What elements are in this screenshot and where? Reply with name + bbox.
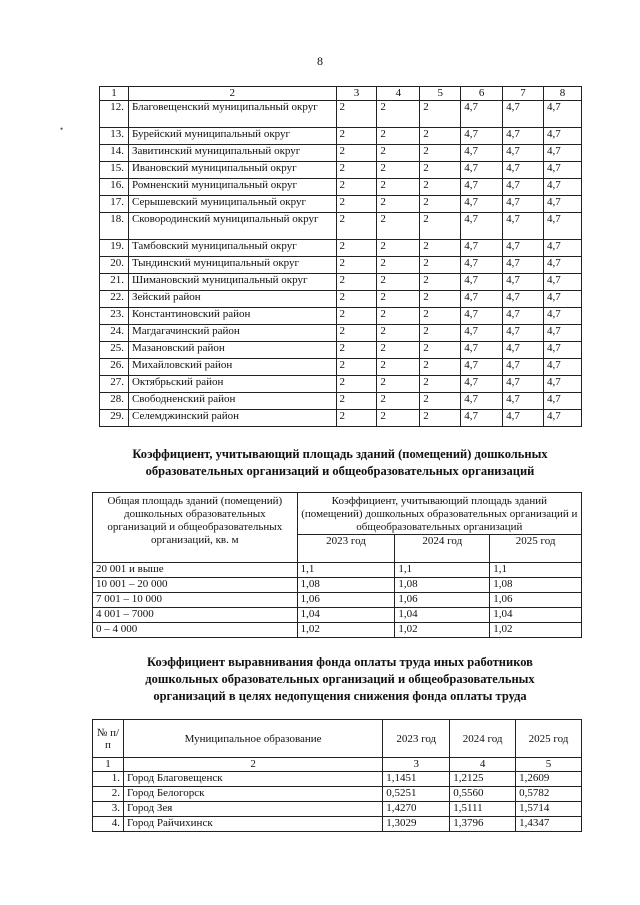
row-number: 4. [93, 817, 124, 832]
value-cell: 2 [336, 240, 377, 257]
value-cell: 4,7 [461, 213, 503, 240]
row-number: 21. [100, 274, 129, 291]
row-number: 12. [100, 101, 129, 128]
value-cell: 4,7 [503, 342, 544, 359]
year-header: 2023 год [383, 720, 450, 758]
column-number-cell: 5 [420, 87, 461, 101]
value-cell: 2 [420, 308, 461, 325]
row-number: 13. [100, 128, 129, 145]
year-header: 2024 год [395, 535, 490, 563]
value-cell: 2 [336, 291, 377, 308]
table-row [100, 179, 582, 196]
district-name: Октябрьский район [128, 376, 336, 393]
column-number-cell: 6 [461, 87, 503, 101]
coefficient-value: 1,2609 [516, 772, 582, 787]
table-row [100, 145, 582, 162]
value-cell: 4,7 [461, 325, 503, 342]
value-cell: 2 [377, 101, 420, 128]
value-cell: 2 [420, 325, 461, 342]
coefficient-value: 1,5111 [450, 802, 516, 817]
district-name: Зейский район [128, 291, 336, 308]
index-cell: 3 [383, 758, 450, 772]
table-row [100, 196, 582, 213]
value-cell: 2 [377, 213, 420, 240]
value-cell: 4,7 [461, 410, 503, 427]
value-cell: 4,7 [544, 342, 582, 359]
table-row [93, 787, 582, 802]
value-cell: 2 [377, 376, 420, 393]
coefficient-value: 1,4347 [516, 817, 582, 832]
table-row [93, 802, 582, 817]
district-name: Серышевский муниципальный округ [128, 196, 336, 213]
municipality-name: Город Райчихинск [123, 817, 382, 832]
value-cell: 4,7 [461, 179, 503, 196]
value-cell: 4,7 [544, 393, 582, 410]
table-row [93, 563, 582, 578]
row-number: 18. [100, 213, 129, 240]
value-cell: 4,7 [461, 101, 503, 128]
table-row [93, 608, 582, 623]
value-cell: 2 [336, 410, 377, 427]
value-cell: 2 [420, 162, 461, 179]
value-cell: 4,7 [544, 291, 582, 308]
column-number-cell: 1 [100, 87, 129, 101]
value-cell: 2 [336, 196, 377, 213]
section2-title-line1: Коэффициент, учитывающий площадь зданий (помещений) дошкольных [132, 447, 548, 461]
district-name: Ромненский муниципальный округ [128, 179, 336, 196]
table-row [100, 257, 582, 274]
value-cell: 2 [420, 179, 461, 196]
value-cell: 2 [420, 393, 461, 410]
value-cell: 2 [377, 145, 420, 162]
coefficient-value: 1,2125 [450, 772, 516, 787]
table-row [100, 101, 582, 128]
district-name: Ивановский муниципальный округ [128, 162, 336, 179]
value-cell: 2 [420, 240, 461, 257]
column-number-cell: 3 [336, 87, 377, 101]
table-row [93, 772, 582, 787]
year-header: 2023 год [297, 535, 395, 563]
coefficient-value: 1,1 [395, 563, 490, 578]
table-row [100, 291, 582, 308]
district-name: Свободненский район [128, 393, 336, 410]
value-cell: 4,7 [544, 162, 582, 179]
payroll-coefficient-table [92, 719, 582, 832]
index-cell: 4 [450, 758, 516, 772]
year-header: 2025 год [516, 720, 582, 758]
row-number: 24. [100, 325, 129, 342]
coefficient-value: 1,04 [490, 608, 582, 623]
area-range: 0 – 4 000 [93, 623, 298, 638]
table-row [100, 162, 582, 179]
value-cell: 4,7 [503, 359, 544, 376]
value-cell: 2 [377, 308, 420, 325]
value-cell: 4,7 [503, 240, 544, 257]
column-number-cell: 8 [544, 87, 582, 101]
value-cell: 4,7 [544, 240, 582, 257]
district-name: Сковородинский муниципальный округ [128, 213, 336, 240]
value-cell: 4,7 [503, 213, 544, 240]
table-row [93, 623, 582, 638]
value-cell: 4,7 [461, 162, 503, 179]
coefficient-value: 1,1 [490, 563, 582, 578]
value-cell: 2 [336, 376, 377, 393]
value-cell: 2 [336, 342, 377, 359]
value-cell: 4,7 [544, 145, 582, 162]
coefficient-value: 1,1 [297, 563, 395, 578]
coefficient-value: 0,5560 [450, 787, 516, 802]
coefficient-group-header: Коэффициент, учитывающий площадь зданий (помещений) дошкольных образовательных организаций и общеобразовательных организаций [297, 493, 581, 535]
row-number: 14. [100, 145, 129, 162]
value-cell: 4,7 [461, 274, 503, 291]
district-name: Магдагачинский район [128, 325, 336, 342]
value-cell: 4,7 [503, 128, 544, 145]
row-number: 15. [100, 162, 129, 179]
coefficient-value: 1,3796 [450, 817, 516, 832]
row-number: 16. [100, 179, 129, 196]
section3-title-line3: организаций в целях недопущения снижения фонда оплаты труда [153, 689, 527, 703]
districts-table [99, 86, 582, 427]
value-cell: 2 [420, 145, 461, 162]
value-cell: 2 [336, 213, 377, 240]
value-cell: 2 [336, 101, 377, 128]
municipality-name: Город Белогорск [123, 787, 382, 802]
value-cell: 2 [420, 359, 461, 376]
index-cell: 5 [516, 758, 582, 772]
value-cell: 4,7 [544, 257, 582, 274]
value-cell: 2 [377, 257, 420, 274]
row-number: 2. [93, 787, 124, 802]
value-cell: 2 [336, 308, 377, 325]
row-number: 22. [100, 291, 129, 308]
value-cell: 4,7 [544, 376, 582, 393]
index-cell: 2 [123, 758, 382, 772]
section3-title [90, 654, 590, 705]
row-number: 29. [100, 410, 129, 427]
row-number: 27. [100, 376, 129, 393]
value-cell: 4,7 [461, 291, 503, 308]
row-number: 19. [100, 240, 129, 257]
section2-title-line2: образовательных организаций и общеобразовательных организаций [145, 464, 535, 478]
value-cell: 4,7 [461, 196, 503, 213]
coefficient-value: 1,4270 [383, 802, 450, 817]
value-cell: 2 [420, 274, 461, 291]
value-cell: 4,7 [461, 393, 503, 410]
value-cell: 4,7 [503, 274, 544, 291]
value-cell: 2 [420, 376, 461, 393]
value-cell: 4,7 [503, 325, 544, 342]
value-cell: 2 [377, 359, 420, 376]
value-cell: 2 [377, 410, 420, 427]
value-cell: 4,7 [544, 325, 582, 342]
district-name: Мазановский район [128, 342, 336, 359]
district-name: Селемджинский район [128, 410, 336, 427]
coefficient-value: 1,02 [490, 623, 582, 638]
coefficient-value: 0,5251 [383, 787, 450, 802]
table-row [100, 128, 582, 145]
row-number: 23. [100, 308, 129, 325]
value-cell: 4,7 [544, 128, 582, 145]
value-cell: 4,7 [461, 128, 503, 145]
value-cell: 2 [420, 213, 461, 240]
value-cell: 4,7 [544, 308, 582, 325]
coefficient-value: 1,5714 [516, 802, 582, 817]
row-number: 1. [93, 772, 124, 787]
coefficient-value: 1,3029 [383, 817, 450, 832]
coefficient-value: 1,08 [490, 578, 582, 593]
area-range: 4 001 – 7000 [93, 608, 298, 623]
value-cell: 4,7 [544, 213, 582, 240]
value-cell: 4,7 [544, 179, 582, 196]
column-number-cell: 7 [503, 87, 544, 101]
section2-title [90, 446, 590, 480]
district-name: Шимановский муниципальный округ [128, 274, 336, 291]
value-cell: 4,7 [461, 257, 503, 274]
value-cell: 4,7 [461, 359, 503, 376]
value-cell: 2 [336, 145, 377, 162]
table-row [100, 213, 582, 240]
value-cell: 4,7 [461, 342, 503, 359]
year-header: 2024 год [450, 720, 516, 758]
value-cell: 2 [377, 179, 420, 196]
table-row [100, 393, 582, 410]
value-cell: 4,7 [544, 101, 582, 128]
value-cell: 4,7 [461, 240, 503, 257]
table-row [100, 308, 582, 325]
number-header: № п/п [93, 720, 124, 758]
value-cell: 2 [377, 342, 420, 359]
area-coefficient-table [92, 492, 582, 638]
row-number: 17. [100, 196, 129, 213]
section3-title-line2: дошкольных образовательных организаций и общеобразовательных [145, 672, 535, 686]
value-cell: 2 [377, 291, 420, 308]
coefficient-value: 1,08 [395, 578, 490, 593]
coefficient-value: 0,5782 [516, 787, 582, 802]
value-cell: 2 [336, 179, 377, 196]
table-row [93, 578, 582, 593]
value-cell: 2 [420, 128, 461, 145]
value-cell: 2 [377, 393, 420, 410]
municipality-name: Город Благовещенск [123, 772, 382, 787]
value-cell: 4,7 [544, 274, 582, 291]
index-cell: 1 [93, 758, 124, 772]
margin-mark: • [60, 124, 64, 134]
district-name: Благовещенский муниципальный округ [128, 101, 336, 128]
area-range: 20 001 и выше [93, 563, 298, 578]
area-header: Общая площадь зданий (помещений) дошкольных образовательных организаций и общеобразовательных организаций, кв. м [93, 493, 298, 563]
value-cell: 4,7 [544, 410, 582, 427]
value-cell: 4,7 [503, 162, 544, 179]
value-cell: 4,7 [503, 179, 544, 196]
value-cell: 4,7 [503, 257, 544, 274]
district-name: Завитинский муниципальный округ [128, 145, 336, 162]
coefficient-value: 1,06 [490, 593, 582, 608]
value-cell: 2 [336, 257, 377, 274]
area-range: 7 001 – 10 000 [93, 593, 298, 608]
value-cell: 4,7 [461, 376, 503, 393]
year-header: 2025 год [490, 535, 582, 563]
row-number: 25. [100, 342, 129, 359]
district-name: Бурейский муниципальный округ [128, 128, 336, 145]
district-name: Михайловский район [128, 359, 336, 376]
table-row [100, 376, 582, 393]
table-row [100, 342, 582, 359]
value-cell: 4,7 [503, 308, 544, 325]
table-row [100, 359, 582, 376]
value-cell: 4,7 [503, 393, 544, 410]
value-cell: 4,7 [461, 145, 503, 162]
column-number-cell: 2 [128, 87, 336, 101]
value-cell: 2 [336, 359, 377, 376]
row-number: 20. [100, 257, 129, 274]
value-cell: 2 [377, 274, 420, 291]
value-cell: 4,7 [461, 308, 503, 325]
value-cell: 2 [420, 101, 461, 128]
table-row [100, 325, 582, 342]
column-number-cell: 4 [377, 87, 420, 101]
table-row [100, 274, 582, 291]
value-cell: 2 [420, 342, 461, 359]
value-cell: 4,7 [544, 359, 582, 376]
value-cell: 2 [377, 128, 420, 145]
value-cell: 4,7 [503, 291, 544, 308]
coefficient-value: 1,02 [297, 623, 395, 638]
row-number: 3. [93, 802, 124, 817]
district-name: Тамбовский муниципальный округ [128, 240, 336, 257]
value-cell: 2 [377, 325, 420, 342]
table-row [100, 240, 582, 257]
coefficient-value: 1,1451 [383, 772, 450, 787]
section3-title-line1: Коэффициент выравнивания фонда оплаты труда иных работников [147, 655, 533, 669]
value-cell: 4,7 [544, 196, 582, 213]
table-row [93, 817, 582, 832]
coefficient-value: 1,02 [395, 623, 490, 638]
page-number: 8 [317, 54, 323, 68]
coefficient-value: 1,04 [395, 608, 490, 623]
coefficient-value: 1,06 [297, 593, 395, 608]
value-cell: 4,7 [503, 410, 544, 427]
table-row [100, 410, 582, 427]
value-cell: 2 [377, 196, 420, 213]
value-cell: 4,7 [503, 101, 544, 128]
row-number: 26. [100, 359, 129, 376]
value-cell: 2 [336, 162, 377, 179]
district-name: Константиновский район [128, 308, 336, 325]
municipality-header: Муниципальное образование [123, 720, 382, 758]
value-cell: 4,7 [503, 145, 544, 162]
municipality-name: Город Зея [123, 802, 382, 817]
value-cell: 4,7 [503, 196, 544, 213]
value-cell: 2 [336, 393, 377, 410]
value-cell: 4,7 [503, 376, 544, 393]
value-cell: 2 [420, 291, 461, 308]
value-cell: 2 [336, 128, 377, 145]
value-cell: 2 [420, 257, 461, 274]
coefficient-value: 1,06 [395, 593, 490, 608]
value-cell: 2 [377, 240, 420, 257]
district-name: Тындинский муниципальный округ [128, 257, 336, 274]
value-cell: 2 [420, 410, 461, 427]
coefficient-value: 1,08 [297, 578, 395, 593]
row-number: 28. [100, 393, 129, 410]
value-cell: 2 [377, 162, 420, 179]
coefficient-value: 1,04 [297, 608, 395, 623]
area-range: 10 001 – 20 000 [93, 578, 298, 593]
value-cell: 2 [420, 196, 461, 213]
value-cell: 2 [336, 325, 377, 342]
table-row [93, 593, 582, 608]
value-cell: 2 [336, 274, 377, 291]
